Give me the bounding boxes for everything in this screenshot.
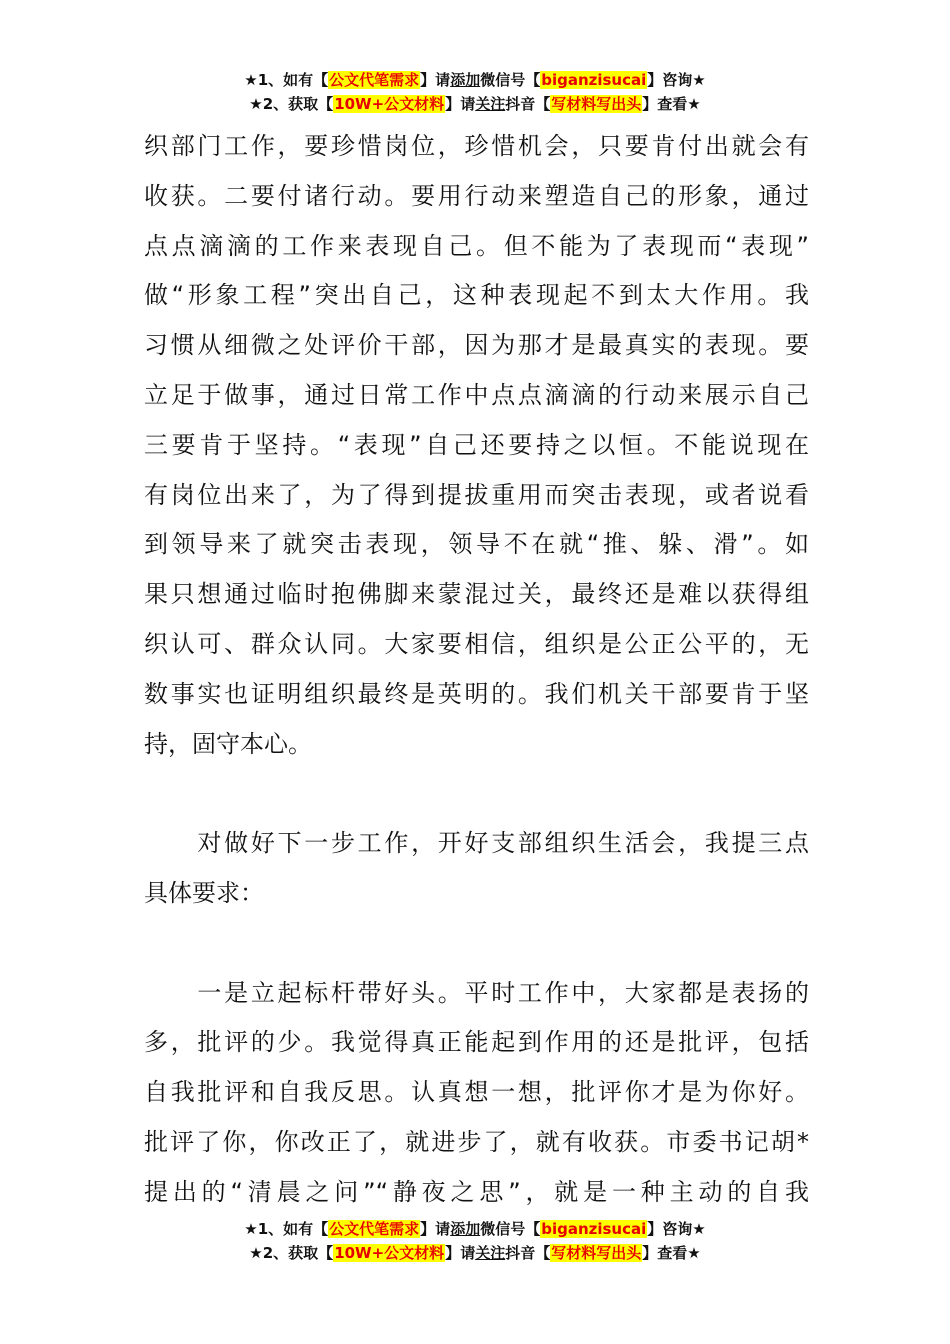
text-line: 做“形象工程”突出自己，这种表现起不到太大作用。我 xyxy=(144,281,809,310)
text-line: 习惯从细微之处评价干部，因为那才是最真实的表现。要 xyxy=(144,331,809,360)
banner-line-2 xyxy=(0,92,950,116)
paragraph xyxy=(144,122,809,769)
banner-text: 微信号【 xyxy=(480,71,541,89)
banner-emphasis: 添加 xyxy=(450,71,481,89)
text-line: 织认可、群众认同。大家要相信，组织是公正公平的，无 xyxy=(144,629,809,658)
banner-highlight: 10W+公文材料 xyxy=(334,1244,445,1262)
banner-highlight: 公文代笔需求 xyxy=(329,1220,420,1238)
paragraph-gap xyxy=(144,919,809,969)
text-line: 持，固守本心。 xyxy=(144,729,312,758)
banner-text: 】咨询★ xyxy=(647,71,706,89)
header-banner xyxy=(0,68,950,116)
banner-highlight: biganzisucai xyxy=(541,71,647,89)
banner-text: 】请 xyxy=(445,95,476,113)
banner-highlight: biganzisucai xyxy=(541,1220,647,1238)
text-line: 果只想通过临时抱佛脚来蒙混过关，最终还是难以获得组 xyxy=(144,580,809,609)
banner-text: 】查看★ xyxy=(642,1244,701,1262)
text-line: 三要肯于坚持。“表现”自己还要持之以恒。不能说现在 xyxy=(144,430,809,459)
text-line: 有岗位出来了，为了得到提拔重用而突击表现，或者说看 xyxy=(144,480,809,509)
banner-highlight: 10W+公文材料 xyxy=(334,95,445,113)
paragraph-gap xyxy=(144,769,809,819)
text-line: 数事实也证明组织最终是英明的。我们机关干部要肯于坚 xyxy=(144,679,809,708)
banner-text: 】查看★ xyxy=(642,95,701,113)
text-line: 收获。二要付诸行动。要用行动来塑造自己的形象，通过 xyxy=(144,181,809,210)
banner-text: ★2、获取【 xyxy=(249,1244,334,1262)
banner-text: 】请 xyxy=(420,71,451,89)
banner-highlight: 写材料写出头 xyxy=(551,1244,642,1262)
text-line: 对做好下一步工作，开好支部组织生活会，我提三点 xyxy=(144,829,809,858)
banner-text: 】咨询★ xyxy=(647,1220,706,1238)
banner-line-1 xyxy=(0,1217,950,1241)
text-line: 一是立起标杆带好头。平时工作中，大家都是表扬的 xyxy=(144,978,809,1007)
text-line: 到领导来了就突击表现，领导不在就“推、躲、滑”。如 xyxy=(144,530,809,559)
banner-text: 】请 xyxy=(445,1244,476,1262)
footer-banner xyxy=(0,1217,950,1265)
banner-emphasis: 关注 xyxy=(475,1244,506,1262)
banner-text: 抖音【 xyxy=(505,1244,551,1262)
text-line: 具体要求： xyxy=(144,878,264,907)
banner-text: ★2、获取【 xyxy=(249,95,334,113)
text-line: 点点滴滴的工作来表现自己。但不能为了表现而“表现” xyxy=(144,231,809,260)
banner-highlight: 公文代笔需求 xyxy=(329,71,420,89)
text-line: 自我批评和自我反思。认真想一想，批评你才是为你好。 xyxy=(144,1078,809,1107)
text-line: 多，批评的少。我觉得真正能起到作用的还是批评，包括 xyxy=(144,1028,809,1057)
text-line: 提出的“清晨之问”“静夜之思”，就是一种主动的自我 xyxy=(144,1177,809,1206)
banner-text: 抖音【 xyxy=(505,95,551,113)
banner-text: 微信号【 xyxy=(480,1220,541,1238)
text-line: 批评了你，你改正了，就进步了，就有收获。市委书记胡* xyxy=(144,1127,809,1156)
banner-line-2 xyxy=(0,1241,950,1265)
banner-text: 】请 xyxy=(420,1220,451,1238)
document-body xyxy=(144,122,809,1218)
banner-text: ★1、如有【 xyxy=(244,1220,329,1238)
text-line: 织部门工作，要珍惜岗位，珍惜机会，只要肯付出就会有 xyxy=(144,132,809,160)
paragraph xyxy=(144,819,809,919)
paragraph xyxy=(144,969,809,1218)
banner-emphasis: 添加 xyxy=(450,1220,481,1238)
banner-line-1 xyxy=(0,68,950,92)
banner-text: ★1、如有【 xyxy=(244,71,329,89)
banner-emphasis: 关注 xyxy=(475,95,506,113)
banner-highlight: 写材料写出头 xyxy=(551,95,642,113)
text-line: 立足于做事，通过日常工作中点点滴滴的行动来展示自己 xyxy=(144,380,809,409)
